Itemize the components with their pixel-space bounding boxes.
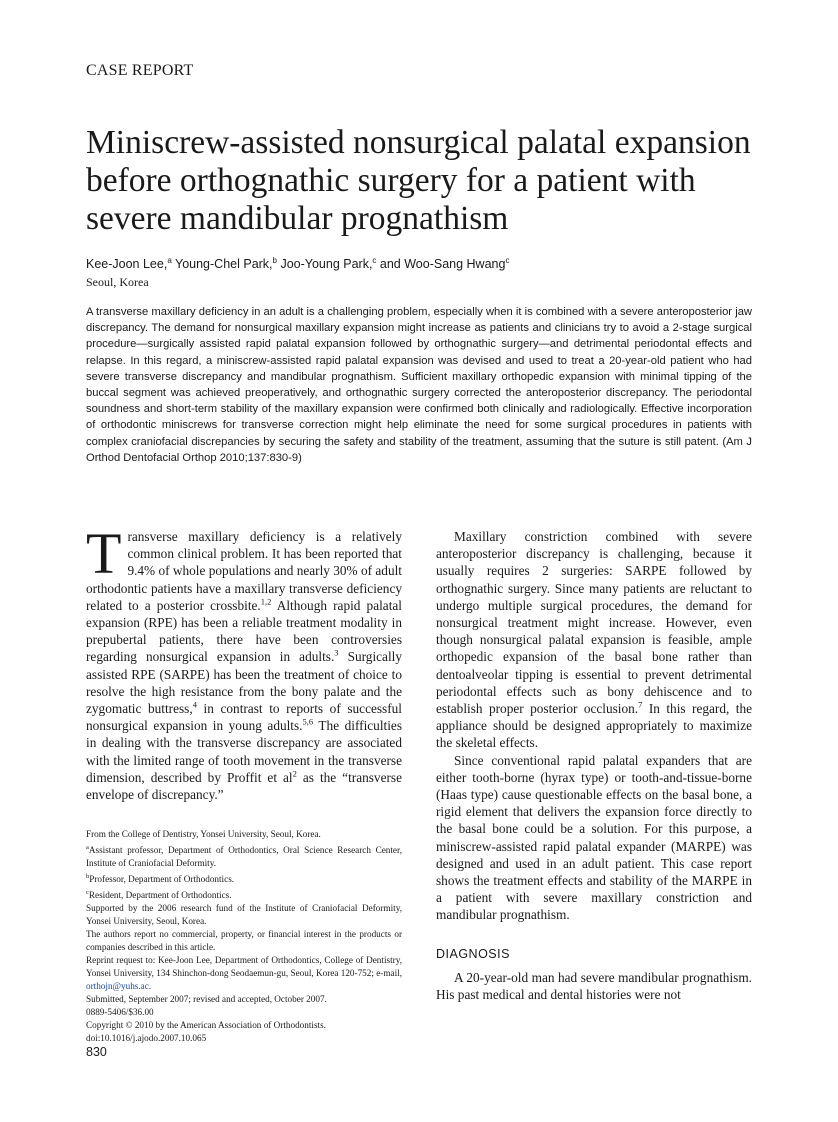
drop-cap: T (86, 521, 122, 586)
footnote-mark: c (86, 889, 89, 897)
author-name: Young-Chel Park, (171, 257, 273, 272)
footnote-submitted: Submitted, September 2007; revised and accepted, October 2007. (86, 994, 327, 1005)
author-list (86, 256, 766, 271)
author-name: Kee-Joon Lee, (86, 257, 168, 272)
section-heading-diagnosis: DIAGNOSIS (436, 946, 510, 961)
author-affiliation-mark: c (505, 256, 510, 265)
footnote-copyright: Copyright © 2010 by the American Association of Orthodontists. (86, 1020, 326, 1031)
body-text: as the “transverse envelope of discrepancy.” (86, 769, 402, 803)
body-column-left (86, 521, 402, 803)
author-affiliation-mark: c (372, 256, 377, 265)
footnote-text: Assistant professor, Department of Orthodontics, Oral Science Research Center, Institute of Craniofacial Deformity. (86, 845, 402, 869)
footnotes (86, 828, 402, 1045)
author-name: Joo-Young Park, (276, 257, 373, 272)
section-label: CASE REPORT (86, 62, 194, 79)
body-text: Surgically assisted RPE (SARPE) has been the treatment of choice to resolve the high resistance from the bony palate and the zygomatic buttress, (86, 649, 402, 717)
body-text: Maxillary constriction combined with severe anteroposterior discrepancy is challenging, because it usually requires 2 surgeries: SARPE followed by orthognathic surgery. Since many patients are reluctant to undergo multiple surgical procedures, the demand for nonsurgical treatment might increase. However, even though nonsurgical palatal expansion is feasible, ample orthopedic expansion of the basal bone rather than dentoalveolar tipping is essential to prevent detrimental periodontal effects such as bony dehiscence and to establish proper posterior occlusion. (436, 529, 752, 717)
author-name: and Woo-Sang Hwang (376, 257, 506, 272)
body-paragraph: A 20-year-old man had severe mandibular prognathism. His past medical and dental histories were not (436, 969, 752, 1003)
email-link[interactable]: orthojn@yuhs.ac (86, 981, 149, 992)
article-title: Miniscrew-assisted nonsurgical palatal expansion before orthognathic surgery for a patient with severe mandibular prognathism (86, 124, 751, 237)
citation-ref[interactable]: 3 (334, 648, 339, 658)
abstract: A transverse maxillary deficiency in an adult is a challenging problem, especially when it is combined with a severe anteroposterior jaw discrepancy. The demand for nonsurgical maxillary expansion might increase as patients and clinicians try to avoid a 2-stage surgical procedure—surgically assisted rapid palatal expansion followed by orthognathic surgery—and detrimental periodontal effects and relapse. In this regard, a miniscrew-assisted rapid palatal expansion was devised and used to treat a 20-year-old patient who had severe transverse discrepancy and mandibular prognathism. Sufficient maxillary orthopedic expansion with minimal tipping of the buccal segment was achieved preoperatively, and orthognathic surgery corrected the anteroposterior discrepancy. The periodontal soundness and short-term stability of the maxillary expansion were confirmed both clinically and radiologically. Effective incorporation of orthodontic miniscrews for transverse correction might help eliminate the need for some surgical procedures in patients with complex craniofacial discrepancies by securing the safety and stability of the treatment, assuming that the suture is still patent. (Am J Orthod Dentofacial Orthop 2010;137:830-9) (86, 306, 752, 464)
body-paragraph (436, 528, 752, 752)
footnote-disclosure: The authors report no commercial, property, or financial interest in the products or companies described in this article. (86, 929, 402, 953)
body-paragraph: Since conventional rapid palatal expanders that are either tooth-borne (hyrax type) or tooth-and-tissue-borne (Haas type) cause questionable effects on the basal bone, a rigid element that delivers the expansion force directly to the basal bone could be a solution. For this purpose, a miniscrew-assisted rapid palatal expander (MARPE) was designed and used in an adult patient. This case report shows the treatment effects and stability of the MARPE in a patient with severe maxillary constriction and mandibular prognathism. (436, 752, 752, 923)
footnote-support: Supported by the 2006 research fund of the Institute of Craniofacial Deformity, Yonsei University, Seoul, Korea. (86, 903, 402, 927)
citation-ref[interactable]: 1,2 (260, 596, 272, 607)
body-text: In this regard, the appliance should be designed appropriately to maximize the skeletal effects. (436, 701, 752, 751)
footnote-a (86, 841, 402, 870)
footnote-text: . (148, 981, 152, 992)
author-affiliation-mark: b (272, 256, 277, 265)
footnote-doi[interactable]: doi:10.1016/j.ajodo.2007.10.065 (86, 1033, 207, 1044)
footnote-b (86, 870, 402, 886)
author-affiliation-mark: a (167, 256, 172, 265)
footnote-c (86, 886, 402, 902)
body-text: in contrast to reports of successful nonsurgical expansion in young adults. (86, 701, 402, 734)
footnote-mark: b (86, 873, 90, 881)
body-text: ransverse maxillary deficiency is a relatively common clinical problem. It has been reported that 9.4% of whole populations and nearly 30% of adult orthodontic patients have a maxillary transverse deficiency related to a posterior crossbite. (86, 529, 402, 613)
footnote-reprint (86, 954, 402, 993)
body-column-right (436, 528, 752, 1003)
page-number: 830 (86, 1045, 107, 1059)
intro-paragraph (86, 521, 402, 803)
citation-ref[interactable]: 7 (638, 699, 643, 710)
citation-ref[interactable]: 5,6 (302, 716, 314, 727)
footnote-issn: 0889-5406/$36.00 (86, 1007, 154, 1018)
footnote-text: Reprint request to: Kee-Joon Lee, Department of Orthodontics, College of Dentistry, Yonsei University, 134 Shinchon-dong Seodaemun-gu, Seoul, Korea 120-752; e-mail, (86, 955, 402, 979)
footnote-mark: a (86, 844, 89, 851)
author-location: Seoul, Korea (86, 275, 149, 289)
footnote-affiliation: From the College of Dentistry, Yonsei University, Seoul, Korea. (86, 829, 321, 839)
citation-ref[interactable]: 4 (192, 699, 197, 710)
body-text: Although rapid palatal expansion (RPE) has been a reliable treatment modality in prepubertal patients, there have been controversies regarding nonsurgical expansion in adults. (86, 597, 402, 665)
body-text: The difficulties in dealing with the transverse discrepancy are associated with the limited range of tooth movement in the transverse dimension, described by Proffit et al (86, 718, 402, 785)
footnote-text: Resident, Department of Orthodontics. (88, 890, 232, 901)
citation-ref[interactable]: 2 (292, 768, 297, 779)
footnote-text: Professor, Department of Orthodontics. (89, 874, 235, 885)
